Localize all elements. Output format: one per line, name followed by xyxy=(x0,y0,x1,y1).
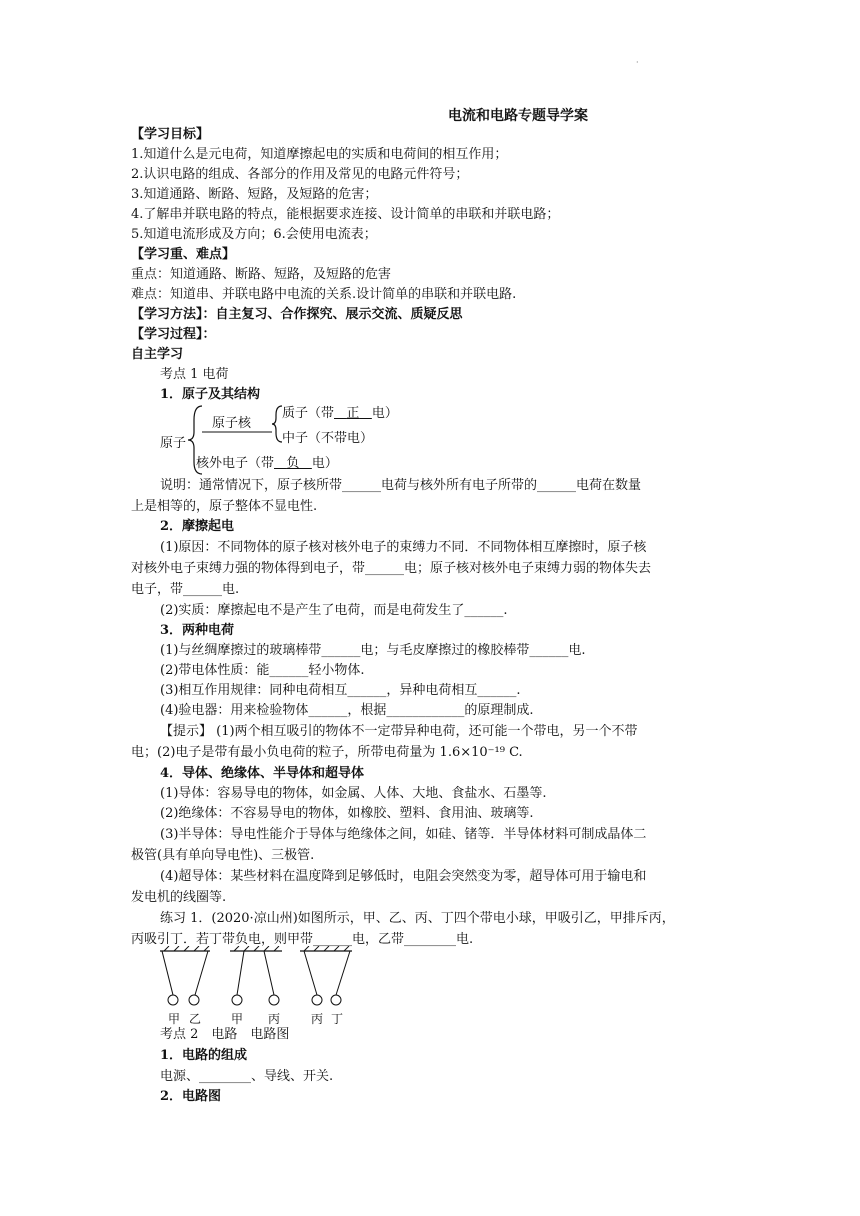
exercise-line: 练习 1．(2020·凉山州)如图所示，甲、乙、丙、丁四个带电小球，甲吸引乙，甲排斥丙， xyxy=(160,911,675,926)
topic-heading: 考点 1 电荷 xyxy=(160,367,229,382)
ball-label-bing: 丙 xyxy=(311,1012,324,1026)
subtopic-heading: 1．电路的组成 xyxy=(160,1048,248,1063)
hint-line: 电；(2)电子是带有最小负电荷的粒子，所带电荷量为 1.6×10⁻¹⁹ C. xyxy=(131,745,523,760)
section-process-heading: 【学习过程】： xyxy=(131,327,216,342)
hint-line: 【提示】 (1)两个相互吸引的物体不一定带异种电荷，还可能一个带电，另一个不带 xyxy=(160,724,638,739)
text-line: 2.认识电路的组成、各部分的作用及常见的电路元件符号； xyxy=(131,167,469,182)
proton-charge-answer: 正 xyxy=(346,406,360,421)
section-method-heading: 【学习方法】：自主复习、合作探究、展示交流、质疑反思 xyxy=(131,307,463,322)
text-line: 说明：通常情况下，原子核所带______电荷与核外所有电子所带的______电荷在数量 xyxy=(160,478,642,493)
self-study-heading: 自主学习 xyxy=(131,347,184,362)
subtopic-heading: 1．原子及其结构 xyxy=(160,387,261,402)
text-line: 对核外电子束缚力强的物体得到电子，带______电；原子核对核外电子束缚力弱的物体失去 xyxy=(131,561,652,576)
atom-label: 原子 xyxy=(160,436,187,451)
electron-end: 电） xyxy=(311,456,338,471)
ball-label-bing: 丙 xyxy=(268,1012,281,1026)
exercise-line: 丙吸引丁．若丁带负电，则甲带______电，乙带________电. xyxy=(131,932,474,947)
electron-charge-answer: 负 xyxy=(286,456,300,471)
ball-label-ding: 丁 xyxy=(331,1012,344,1026)
electron-row xyxy=(196,454,338,474)
text-line: 难点：知道串、并联电路中电流的关系.设计简单的串联和并联电路. xyxy=(131,287,517,302)
text-line: 4.了解串并联电路的特点，能根据要求连接、设计简单的串联和并联电路； xyxy=(131,207,560,222)
proton-row xyxy=(282,404,398,424)
text-line: (1)原因：不同物体的原子核对核外电子的束缚力不同．不同物体相互摩擦时，原子核 xyxy=(160,540,647,555)
text-line: 重点：知道通路、断路、短路，及短路的危害 xyxy=(131,267,392,282)
text-line: (2)绝缘体：不容易导电的物体，如橡胶、塑料、食用油、玻璃等. xyxy=(160,806,534,821)
text-line: 3.知道通路、断路、短路，及短路的危害； xyxy=(131,187,378,202)
text-line: (4)验电器：用来检验物体______，根据____________的原理制成. xyxy=(160,703,534,718)
subtopic-heading: 2．摩擦起电 xyxy=(160,519,235,534)
text-line: (3)相互作用规律：同种电荷相互______，异种电荷相互______. xyxy=(160,683,521,698)
proton-label: 质子（带 xyxy=(282,406,335,421)
corner-mark: · xyxy=(636,58,639,67)
page-title: 电流和电路专题导学案 xyxy=(448,108,588,124)
proton-end: 电） xyxy=(371,406,398,421)
ball-label-jia: 甲 xyxy=(231,1012,244,1026)
section-keypoints-heading: 【学习重、难点】 xyxy=(131,247,236,262)
text-line: 电子，带______电. xyxy=(131,582,240,597)
text-line: 上是相等的，原子整体不显电性. xyxy=(131,499,318,514)
text-line: (1)导体：容易导电的物体，如金属、人体、大地、食盐水、石墨等. xyxy=(160,786,547,801)
text-line: 电源、________、导线、开关. xyxy=(160,1069,334,1084)
ball-label-jia: 甲 xyxy=(168,1012,181,1026)
text-line: (2)带电体性质：能______轻小物体. xyxy=(160,663,365,678)
subtopic-heading: 2．电路图 xyxy=(160,1089,222,1104)
text-line: (4)超导体：某些材料在温度降到足够低时，电阻会突然变为零，超导体可用于输电和 xyxy=(160,869,647,884)
text-line: 1.知道什么是元电荷，知道摩擦起电的实质和电荷间的相互作用； xyxy=(131,147,508,162)
topic-heading: 考点 2 电路 电路图 xyxy=(160,1027,290,1042)
subtopic-heading: 3．两种电荷 xyxy=(160,623,235,638)
nucleus-label: 原子核 xyxy=(212,416,252,431)
text-line: 极管(具有单向导电性)、三极管. xyxy=(131,848,315,863)
text-line: (2)实质：摩擦起电不是产生了电荷，而是电荷发生了______. xyxy=(160,603,508,618)
ball-label-yi: 乙 xyxy=(189,1012,202,1026)
section-objectives-heading: 【学习目标】 xyxy=(131,127,210,142)
text-line: 5.知道电流形成及方向；6.会使用电流表； xyxy=(131,227,377,242)
text-line: 发电机的线圈等. xyxy=(131,890,227,905)
neutron-label: 中子（不带电） xyxy=(282,431,374,446)
subtopic-heading: 4．导体、绝缘体、半导体和超导体 xyxy=(160,766,365,781)
text-line: (3)半导体：导电性能介于导体与绝缘体之间，如硅、锗等．半导体材料可制成晶体二 xyxy=(160,827,647,842)
text-line: (1)与丝绸摩擦过的玻璃棒带______电；与毛皮摩擦过的橡胶棒带______电. xyxy=(160,643,586,658)
electron-label: 核外电子（带 xyxy=(196,456,275,471)
